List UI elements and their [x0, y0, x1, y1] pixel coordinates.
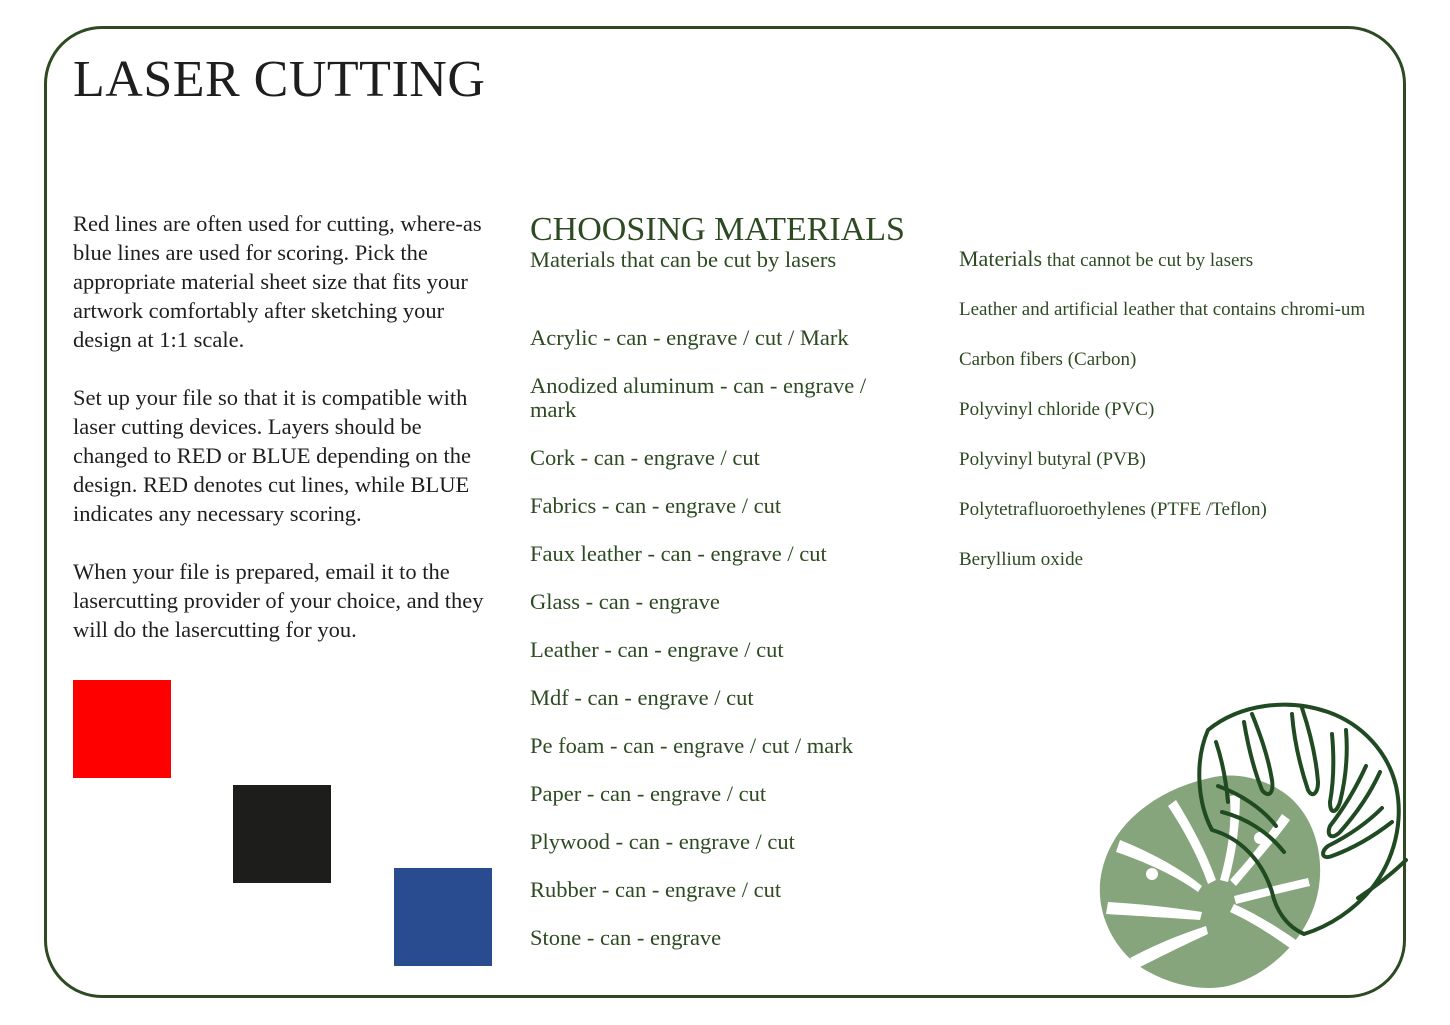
list-item: Glass - can - engrave [530, 589, 720, 614]
intro-paragraph-3: When your file is prepared, email it to the lasercutting provider of your choice, and they will do the lasercutting for you. [73, 559, 484, 642]
intro-paragraph-2: Set up your file so that it is compatible with laser cutting devices. Layers should be changed to RED or BLUE depending on the design. RED denotes cut lines, while BLUE indicates any necessary scoring. [73, 385, 472, 526]
materials-heading: CHOOSING MATERIALS [530, 211, 905, 248]
list-item: Fabrics - can - engrave / cut [530, 493, 782, 518]
list-item: Rubber - can - engrave / cut [530, 877, 782, 902]
list-item: Stone - can - engrave [530, 925, 722, 950]
list-item: Polyvinyl chloride (PVC) [959, 399, 1155, 420]
page-title: LASER CUTTING [73, 51, 486, 108]
list-item: Polytetrafluoroethylenes (PTFE /Teflon) [959, 499, 1267, 520]
list-item: Mdf - can - engrave / cut [530, 685, 754, 710]
list-item: Cork - can - engrave / cut [530, 445, 760, 470]
list-item: Pe foam - can - engrave / cut / mark [530, 733, 853, 758]
list-item: Carbon fibers (Carbon) [959, 349, 1137, 370]
list-item: Leather and artificial leather that contains chromi-um [959, 299, 1366, 320]
list-item: Acrylic - can - engrave / cut / Mark [530, 325, 849, 350]
materials-cannot-cut-section [959, 246, 1384, 597]
list-item: Polyvinyl butyral (PVB) [959, 449, 1146, 470]
list-item: Beryllium oxide [959, 549, 1084, 570]
intro-text [73, 209, 498, 673]
can-cut-list [530, 326, 910, 974]
cannot-cut-heading [959, 246, 1384, 274]
list-item: Leather - can - engrave / cut [530, 637, 784, 662]
cannot-cut-heading-lead: Materials [959, 246, 1043, 271]
cannot-cut-heading-rest: that cannot be cut by lasers [1042, 250, 1254, 271]
monstera-leaf-icon [1090, 690, 1420, 990]
materials-can-cut-section [530, 210, 920, 950]
intro-paragraph-1: Red lines are often used for cutting, where-as blue lines are used for scoring. Pick the appropriate material sheet size that fits your artwork comfortably after sketching your design at 1:1 scale. [73, 211, 482, 352]
red-swatch [73, 680, 171, 778]
list-item: Paper - can - engrave / cut [530, 781, 767, 806]
black-swatch [233, 785, 331, 883]
can-cut-subheading: Materials that can be cut by lasers [530, 247, 837, 272]
blue-swatch [394, 868, 492, 966]
list-item: Anodized aluminum - can - engrave / mark [530, 373, 867, 422]
list-item: Plywood - can - engrave / cut [530, 829, 795, 854]
list-item: Faux leather - can - engrave / cut [530, 541, 827, 566]
filled-leaf [1100, 776, 1320, 988]
cannot-cut-list [959, 297, 1384, 572]
